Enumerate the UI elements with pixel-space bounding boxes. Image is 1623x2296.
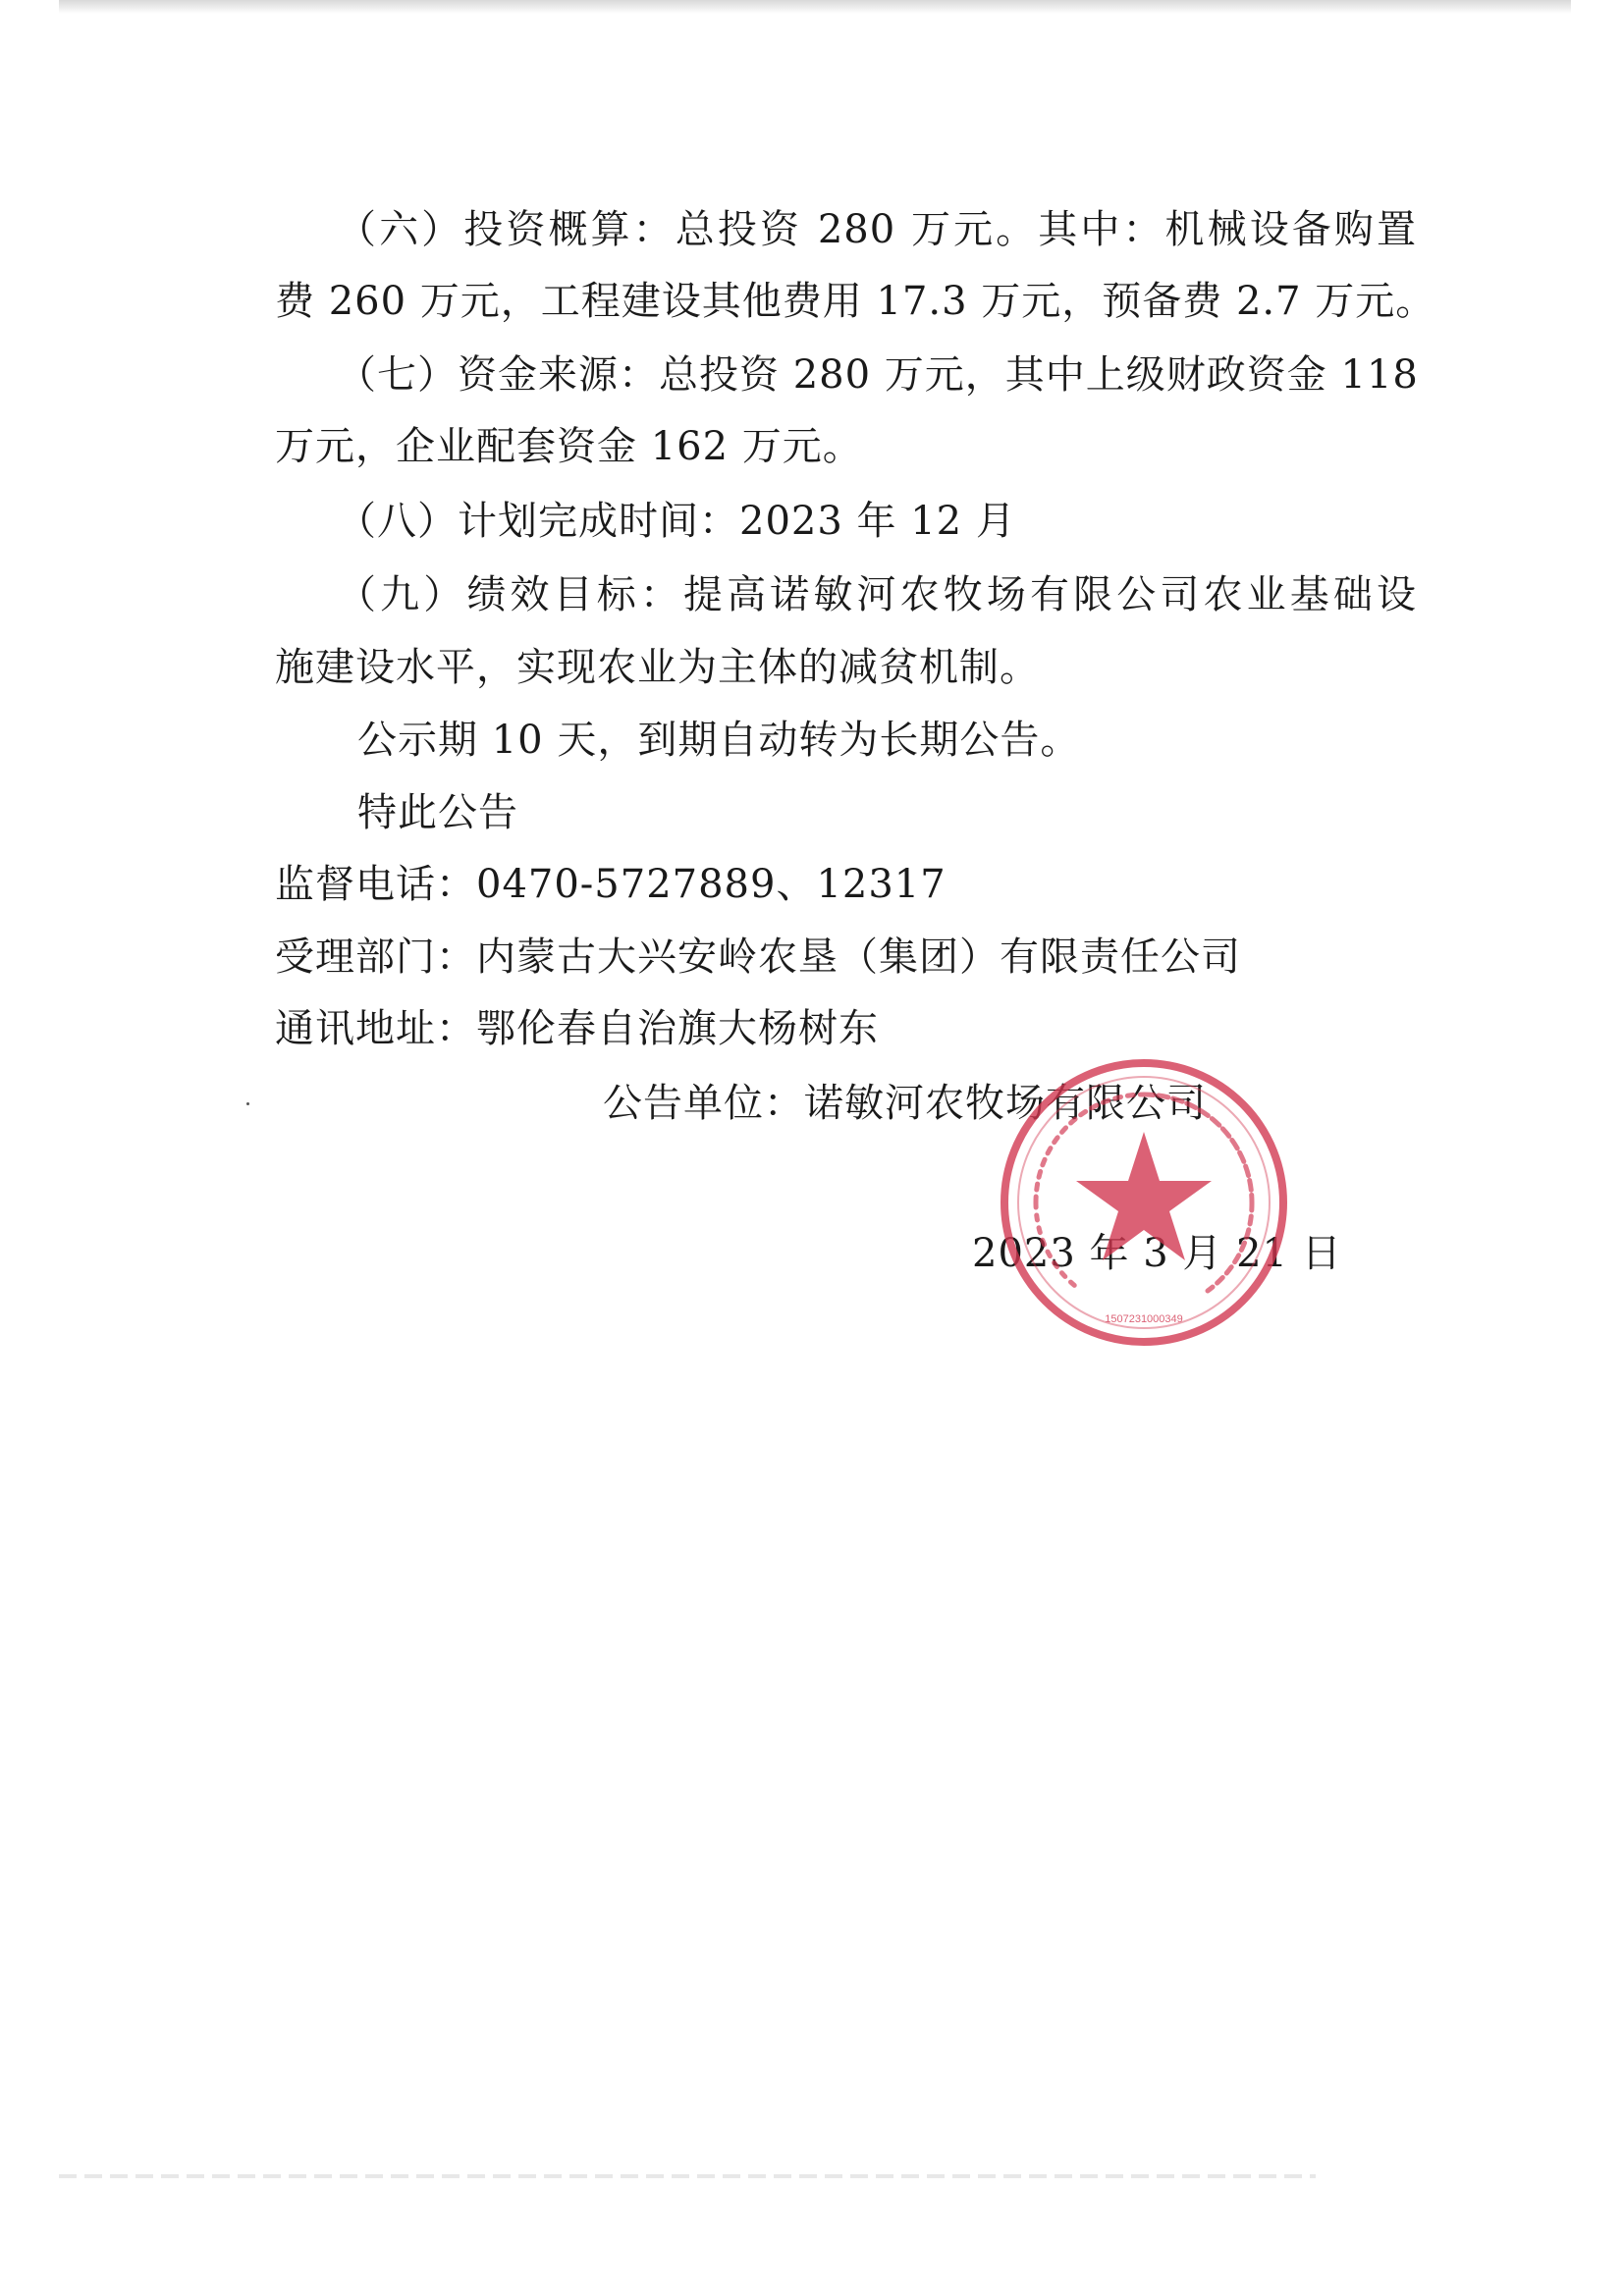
paragraph-investment-line-2: 费 260 万元，工程建设其他费用 17.3 万元，预备费 2.7 万元。 [275, 279, 1436, 324]
scan-edge-bottom [59, 2174, 1316, 2178]
paragraph-performance-line-2: 施建设水平，实现农业为主体的减贫机制。 [275, 645, 1040, 690]
official-seal [997, 1055, 1291, 1350]
issue-date: 2023 年 3 月 21 日 [972, 1231, 1342, 1276]
publicity-period: 公示期 10 天，到期自动转为长期公告。 [357, 718, 1081, 763]
closing-statement: 特此公告 [357, 790, 518, 835]
scan-speck [246, 1102, 249, 1105]
receiving-department: 受理部门：内蒙古大兴安岭农垦（集团）有限责任公司 [275, 934, 1241, 980]
mailing-address: 通讯地址：鄂伦春自治旗大杨树东 [275, 1006, 879, 1051]
issuer-signature: 公告单位：诺敏河农牧场有限公司 [603, 1081, 1207, 1126]
star-icon [1076, 1132, 1212, 1260]
paragraph-performance-line-1: （九）绩效目标：提高诺敏河农牧场有限公司农业基础设 [337, 572, 1417, 617]
supervision-phone: 监督电话：0470-5727889、12317 [275, 862, 947, 907]
scan-edge-top [59, 0, 1571, 14]
paragraph-investment-line-1: （六）投资概算：总投资 280 万元。其中：机械设备购置 [337, 207, 1417, 252]
paragraph-funding-line-1: （七）资金来源：总投资 280 万元，其中上级财政资金 118 [337, 352, 1419, 398]
paragraph-funding-line-2: 万元，企业配套资金 162 万元。 [275, 424, 863, 469]
seal-number: 1507231000349 [1105, 1313, 1183, 1325]
paragraph-completion: （八）计划完成时间：2023 年 12 月 [337, 499, 1016, 544]
